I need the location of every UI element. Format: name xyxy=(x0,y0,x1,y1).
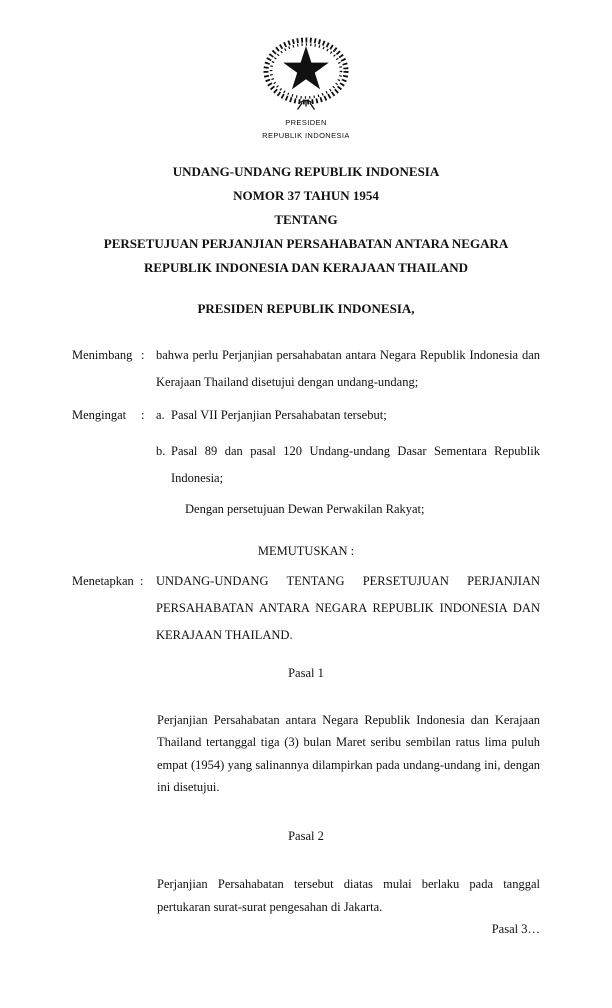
list-marker: a. xyxy=(156,408,165,422)
clause-menimbang xyxy=(72,342,540,396)
clause-menetapkan-label xyxy=(72,568,156,649)
dpr-approval-line: Dengan persetujuan Dewan Perwakilan Rakyat; xyxy=(185,502,425,516)
article-pasal-1 xyxy=(0,662,612,799)
presidential-star-wreath-emblem xyxy=(260,36,352,112)
clause-mengingat xyxy=(72,402,540,523)
clause-mengingat-label xyxy=(72,402,156,523)
clause-menetapkan-text: UNDANG-UNDANG TENTANG PERSETUJUAN PERJANJIAN PERSAHABATAN ANTARA NEGARA REPUBLIK INDONESIA DAN KERAJAAN THAILAND. xyxy=(156,574,540,642)
clause-colon: : xyxy=(139,574,144,588)
list-item-a xyxy=(156,402,540,429)
list-marker: b. xyxy=(156,444,166,458)
title-line-tentang: TENTANG xyxy=(274,212,338,227)
decision-heading: MEMUTUSKAN : xyxy=(257,544,355,558)
clause-menimbang-label xyxy=(72,342,156,396)
title-line-number: NOMOR 37 TAHUN 1954 xyxy=(233,188,379,203)
article-body: Perjanjian Persahabatan tersebut diatas mulai berlaku pada tanggal pertukaran surat-surat pengesahan di Jakarta. xyxy=(157,877,540,914)
clause-label-text: Menimbang xyxy=(72,348,133,362)
list-item-text: Pasal VII Perjanjian Persahabatan tersebut; xyxy=(171,408,387,422)
article-heading: Pasal 1 xyxy=(288,666,324,680)
preamble xyxy=(72,342,540,649)
opening-salutation: PRESIDEN REPUBLIK INDONESIA, xyxy=(197,301,415,316)
letterhead-country: REPUBLIK INDONESIA xyxy=(262,131,350,140)
clause-mengingat-body xyxy=(156,402,540,523)
letterhead-office: PRESIDEN xyxy=(285,118,327,127)
title-line-subject-1: PERSETUJUAN PERJANJIAN PERSAHABATAN ANTARA NEGARA xyxy=(103,236,509,251)
document-title xyxy=(0,160,612,280)
page-catchword: Pasal 3… xyxy=(491,922,540,936)
clause-menetapkan xyxy=(72,568,540,649)
article-body: Perjanjian Persahabatan antara Negara Republik Indonesia dan Kerajaan Thailand tertanggal tiga (3) bulan Maret seribu sembilan ratus lima puluh empat (1954) yang salinannya dilampirkan pada undang-undang ini, dengan ini disetujui. xyxy=(157,712,540,794)
article-heading: Pasal 2 xyxy=(288,828,324,843)
article-pasal-2 xyxy=(0,825,612,919)
title-line-type: UNDANG-UNDANG REPUBLIK INDONESIA xyxy=(172,164,440,179)
clause-colon: : xyxy=(141,408,145,422)
clause-label-text: Mengingat xyxy=(72,408,127,422)
clause-menimbang-text: bahwa perlu Perjanjian persahabatan antara Negara Republik Indonesia dan Kerajaan Thailand disetujui dengan undang-undang; xyxy=(156,348,540,389)
title-line-subject-2: REPUBLIK INDONESIA DAN KERAJAAN THAILAND xyxy=(143,260,469,275)
list-item-b xyxy=(156,438,540,492)
list-item-text: Pasal 89 dan pasal 120 Undang-undang Dasar Sementara Republik Indonesia; xyxy=(171,444,540,485)
letterhead xyxy=(0,0,612,142)
clause-label-text: Menetapkan xyxy=(72,574,134,588)
clause-colon: : xyxy=(141,348,145,362)
